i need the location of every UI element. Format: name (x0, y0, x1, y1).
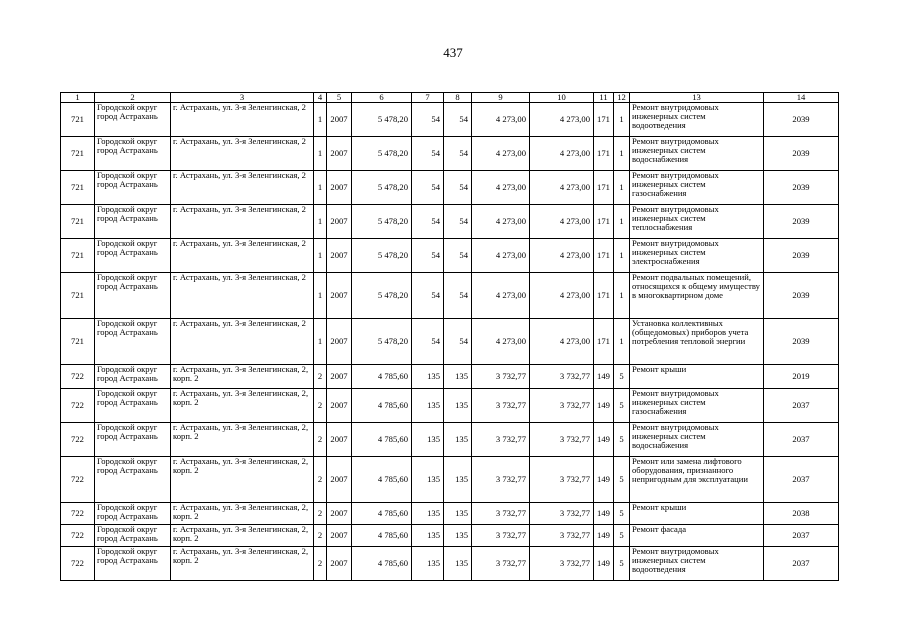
cell-area: 4 785,60 (352, 457, 412, 503)
cell-col10: 4 273,00 (530, 205, 594, 239)
column-header-1: 1 (61, 93, 95, 103)
cell-planned-year: 2039 (764, 273, 839, 319)
capital-repair-table (60, 92, 839, 581)
cell-address: г. Астрахань, ул. 3-я Зеленгинская, 2, корп. 2 (171, 457, 314, 503)
cell-municipality: Городской округ город Астрахань (95, 103, 171, 137)
cell-col4: 2 (314, 503, 327, 525)
cell-work-type: Ремонт крыши (630, 503, 764, 525)
cell-number: 721 (61, 103, 95, 137)
cell-municipality: Городской округ город Астрахань (95, 503, 171, 525)
cell-col10: 4 273,00 (530, 103, 594, 137)
cell-area: 5 478,20 (352, 205, 412, 239)
cell-col9: 3 732,77 (472, 547, 530, 581)
cell-planned-year: 2039 (764, 239, 839, 273)
cell-col10: 3 732,77 (530, 503, 594, 525)
cell-municipality: Городской округ город Астрахань (95, 547, 171, 581)
cell-planned-year: 2039 (764, 137, 839, 171)
cell-area: 4 785,60 (352, 525, 412, 547)
cell-col10: 4 273,00 (530, 319, 594, 365)
cell-col9: 3 732,77 (472, 503, 530, 525)
cell-col8: 135 (444, 503, 472, 525)
cell-work-type: Ремонт внутридомовых инженерных систем водоснабжения (630, 423, 764, 457)
cell-work-type: Ремонт внутридомовых инженерных систем водоотведения (630, 103, 764, 137)
cell-municipality: Городской округ город Астрахань (95, 239, 171, 273)
cell-col12: 1 (614, 205, 630, 239)
cell-col8: 135 (444, 365, 472, 389)
page-number: 437 (443, 45, 463, 60)
cell-work-type: Ремонт внутридомовых инженерных систем водоснабжения (630, 137, 764, 171)
table-row (61, 319, 839, 365)
cell-planned-year: 2039 (764, 103, 839, 137)
table-row (61, 171, 839, 205)
cell-address: г. Астрахань, ул. 3-я Зеленгинская, 2 (171, 273, 314, 319)
cell-col11: 149 (594, 525, 614, 547)
cell-area: 5 478,20 (352, 171, 412, 205)
cell-col12: 5 (614, 457, 630, 503)
cell-year: 2007 (327, 423, 352, 457)
cell-col9: 4 273,00 (472, 103, 530, 137)
cell-col8: 135 (444, 547, 472, 581)
table-row (61, 525, 839, 547)
cell-col4: 1 (314, 103, 327, 137)
table-header-row (61, 93, 839, 103)
table-row (61, 365, 839, 389)
cell-year: 2007 (327, 525, 352, 547)
column-header-13: 13 (630, 93, 764, 103)
cell-col7: 135 (412, 365, 444, 389)
cell-col4: 2 (314, 457, 327, 503)
cell-col10: 3 732,77 (530, 525, 594, 547)
cell-col9: 4 273,00 (472, 319, 530, 365)
cell-work-type: Ремонт внутридомовых инженерных систем электроснабжения (630, 239, 764, 273)
cell-number: 721 (61, 205, 95, 239)
cell-col11: 149 (594, 365, 614, 389)
cell-number: 722 (61, 503, 95, 525)
cell-municipality: Городской округ город Астрахань (95, 171, 171, 205)
cell-planned-year: 2019 (764, 365, 839, 389)
cell-year: 2007 (327, 205, 352, 239)
column-header-14: 14 (764, 93, 839, 103)
cell-col9: 4 273,00 (472, 137, 530, 171)
cell-col7: 54 (412, 319, 444, 365)
cell-area: 4 785,60 (352, 547, 412, 581)
cell-work-type: Ремонт крыши (630, 365, 764, 389)
cell-col12: 5 (614, 503, 630, 525)
cell-col11: 149 (594, 547, 614, 581)
cell-col11: 149 (594, 457, 614, 503)
cell-col7: 135 (412, 503, 444, 525)
cell-col4: 1 (314, 205, 327, 239)
cell-number: 722 (61, 423, 95, 457)
column-header-6: 6 (352, 93, 412, 103)
table-row (61, 239, 839, 273)
table-row (61, 457, 839, 503)
cell-col10: 3 732,77 (530, 547, 594, 581)
table-body (61, 103, 839, 581)
column-header-4: 4 (314, 93, 327, 103)
cell-number: 721 (61, 171, 95, 205)
column-header-11: 11 (594, 93, 614, 103)
cell-number: 721 (61, 273, 95, 319)
cell-col9: 3 732,77 (472, 457, 530, 503)
cell-address: г. Астрахань, ул. 3-я Зеленгинская, 2 (171, 319, 314, 365)
cell-col4: 2 (314, 525, 327, 547)
cell-col12: 5 (614, 525, 630, 547)
cell-col8: 54 (444, 137, 472, 171)
cell-col8: 54 (444, 273, 472, 319)
cell-col11: 171 (594, 171, 614, 205)
cell-work-type: Ремонт или замена лифтового оборудования, признанного непригодным для эксплуатации (630, 457, 764, 503)
cell-col8: 135 (444, 525, 472, 547)
cell-col11: 171 (594, 103, 614, 137)
cell-number: 722 (61, 525, 95, 547)
cell-address: г. Астрахань, ул. 3-я Зеленгинская, 2 (171, 205, 314, 239)
cell-col7: 54 (412, 137, 444, 171)
cell-col12: 1 (614, 171, 630, 205)
cell-year: 2007 (327, 389, 352, 423)
cell-municipality: Городской округ город Астрахань (95, 525, 171, 547)
cell-number: 722 (61, 365, 95, 389)
cell-address: г. Астрахань, ул. 3-я Зеленгинская, 2 (171, 239, 314, 273)
column-header-12: 12 (614, 93, 630, 103)
cell-number: 722 (61, 389, 95, 423)
cell-year: 2007 (327, 547, 352, 581)
cell-col9: 4 273,00 (472, 239, 530, 273)
cell-municipality: Городской округ город Астрахань (95, 365, 171, 389)
cell-year: 2007 (327, 503, 352, 525)
cell-col12: 5 (614, 423, 630, 457)
cell-col11: 171 (594, 137, 614, 171)
cell-col9: 3 732,77 (472, 525, 530, 547)
cell-area: 4 785,60 (352, 365, 412, 389)
cell-col7: 135 (412, 547, 444, 581)
cell-address: г. Астрахань, ул. 3-я Зеленгинская, 2, корп. 2 (171, 389, 314, 423)
cell-col4: 2 (314, 423, 327, 457)
cell-col11: 171 (594, 319, 614, 365)
table-row (61, 273, 839, 319)
cell-col7: 135 (412, 389, 444, 423)
cell-col12: 1 (614, 273, 630, 319)
cell-planned-year: 2037 (764, 525, 839, 547)
cell-number: 721 (61, 137, 95, 171)
cell-col12: 1 (614, 103, 630, 137)
cell-year: 2007 (327, 171, 352, 205)
cell-address: г. Астрахань, ул. 3-я Зеленгинская, 2, корп. 2 (171, 547, 314, 581)
cell-col9: 3 732,77 (472, 423, 530, 457)
table-row (61, 103, 839, 137)
cell-year: 2007 (327, 273, 352, 319)
table-row (61, 389, 839, 423)
column-header-5: 5 (327, 93, 352, 103)
cell-col12: 1 (614, 239, 630, 273)
cell-area: 4 785,60 (352, 389, 412, 423)
cell-area: 4 785,60 (352, 503, 412, 525)
cell-col8: 135 (444, 457, 472, 503)
cell-col7: 54 (412, 171, 444, 205)
cell-address: г. Астрахань, ул. 3-я Зеленгинская, 2, корп. 2 (171, 423, 314, 457)
cell-year: 2007 (327, 239, 352, 273)
cell-col4: 2 (314, 365, 327, 389)
cell-col10: 3 732,77 (530, 389, 594, 423)
cell-area: 4 785,60 (352, 423, 412, 457)
cell-work-type: Ремонт фасада (630, 525, 764, 547)
cell-planned-year: 2039 (764, 319, 839, 365)
cell-col8: 54 (444, 103, 472, 137)
cell-col8: 135 (444, 389, 472, 423)
cell-col11: 171 (594, 239, 614, 273)
cell-municipality: Городской округ город Астрахань (95, 273, 171, 319)
cell-col11: 149 (594, 389, 614, 423)
cell-col7: 135 (412, 525, 444, 547)
cell-number: 722 (61, 457, 95, 503)
table-row (61, 205, 839, 239)
cell-municipality: Городской округ город Астрахань (95, 389, 171, 423)
cell-col11: 149 (594, 503, 614, 525)
column-header-2: 2 (95, 93, 171, 103)
cell-col7: 135 (412, 423, 444, 457)
cell-col12: 5 (614, 389, 630, 423)
cell-year: 2007 (327, 319, 352, 365)
cell-planned-year: 2039 (764, 171, 839, 205)
cell-municipality: Городской округ город Астрахань (95, 205, 171, 239)
cell-area: 5 478,20 (352, 103, 412, 137)
cell-address: г. Астрахань, ул. 3-я Зеленгинская, 2 (171, 103, 314, 137)
cell-work-type: Ремонт подвальных помещений, относящихся к общему имуществу в многоквартирном доме (630, 273, 764, 319)
cell-area: 5 478,20 (352, 319, 412, 365)
cell-col9: 3 732,77 (472, 389, 530, 423)
cell-col4: 1 (314, 239, 327, 273)
cell-col9: 4 273,00 (472, 205, 530, 239)
cell-col10: 4 273,00 (530, 171, 594, 205)
cell-col4: 1 (314, 319, 327, 365)
cell-number: 722 (61, 547, 95, 581)
cell-col12: 5 (614, 547, 630, 581)
cell-address: г. Астрахань, ул. 3-я Зеленгинская, 2 (171, 137, 314, 171)
cell-col7: 54 (412, 205, 444, 239)
cell-number: 721 (61, 239, 95, 273)
cell-col11: 149 (594, 423, 614, 457)
table-row (61, 423, 839, 457)
cell-col4: 1 (314, 273, 327, 319)
column-header-7: 7 (412, 93, 444, 103)
cell-col9: 3 732,77 (472, 365, 530, 389)
cell-year: 2007 (327, 137, 352, 171)
cell-address: г. Астрахань, ул. 3-я Зеленгинская, 2, корп. 2 (171, 503, 314, 525)
cell-col7: 54 (412, 273, 444, 319)
cell-municipality: Городской округ город Астрахань (95, 319, 171, 365)
cell-work-type: Установка коллективных (общедомовых) приборов учета потребления тепловой энергии (630, 319, 764, 365)
cell-address: г. Астрахань, ул. 3-я Зеленгинская, 2, корп. 2 (171, 525, 314, 547)
cell-col9: 4 273,00 (472, 171, 530, 205)
cell-municipality: Городской округ город Астрахань (95, 137, 171, 171)
cell-col9: 4 273,00 (472, 273, 530, 319)
cell-col10: 3 732,77 (530, 423, 594, 457)
cell-col10: 4 273,00 (530, 239, 594, 273)
column-header-10: 10 (530, 93, 594, 103)
cell-col8: 54 (444, 171, 472, 205)
cell-work-type: Ремонт внутридомовых инженерных систем теплоснабжения (630, 205, 764, 239)
cell-col10: 4 273,00 (530, 273, 594, 319)
cell-col10: 3 732,77 (530, 365, 594, 389)
cell-col11: 171 (594, 273, 614, 319)
table-row (61, 547, 839, 581)
cell-municipality: Городской округ город Астрахань (95, 423, 171, 457)
cell-year: 2007 (327, 457, 352, 503)
cell-work-type: Ремонт внутридомовых инженерных систем газоснабжения (630, 389, 764, 423)
cell-planned-year: 2037 (764, 457, 839, 503)
table-row (61, 137, 839, 171)
cell-col12: 1 (614, 137, 630, 171)
table-row (61, 503, 839, 525)
cell-col4: 2 (314, 547, 327, 581)
cell-col8: 135 (444, 423, 472, 457)
cell-col12: 5 (614, 365, 630, 389)
cell-work-type: Ремонт внутридомовых инженерных систем газоснабжения (630, 171, 764, 205)
cell-col8: 54 (444, 319, 472, 365)
cell-col4: 2 (314, 389, 327, 423)
cell-col11: 171 (594, 205, 614, 239)
cell-planned-year: 2038 (764, 503, 839, 525)
cell-planned-year: 2039 (764, 205, 839, 239)
cell-col7: 54 (412, 103, 444, 137)
cell-address: г. Астрахань, ул. 3-я Зеленгинская, 2, корп. 2 (171, 365, 314, 389)
cell-planned-year: 2037 (764, 547, 839, 581)
cell-col12: 1 (614, 319, 630, 365)
cell-col7: 135 (412, 457, 444, 503)
column-header-8: 8 (444, 93, 472, 103)
cell-col10: 4 273,00 (530, 137, 594, 171)
cell-area: 5 478,20 (352, 137, 412, 171)
cell-col8: 54 (444, 239, 472, 273)
cell-col7: 54 (412, 239, 444, 273)
cell-area: 5 478,20 (352, 273, 412, 319)
cell-col4: 1 (314, 137, 327, 171)
cell-col10: 3 732,77 (530, 457, 594, 503)
column-header-9: 9 (472, 93, 530, 103)
cell-col8: 54 (444, 205, 472, 239)
cell-year: 2007 (327, 365, 352, 389)
cell-municipality: Городской округ город Астрахань (95, 457, 171, 503)
cell-col4: 1 (314, 171, 327, 205)
column-header-3: 3 (171, 93, 314, 103)
cell-planned-year: 2037 (764, 423, 839, 457)
cell-address: г. Астрахань, ул. 3-я Зеленгинская, 2 (171, 171, 314, 205)
cell-year: 2007 (327, 103, 352, 137)
cell-number: 721 (61, 319, 95, 365)
cell-planned-year: 2037 (764, 389, 839, 423)
cell-area: 5 478,20 (352, 239, 412, 273)
cell-work-type: Ремонт внутридомовых инженерных систем водоотведения (630, 547, 764, 581)
